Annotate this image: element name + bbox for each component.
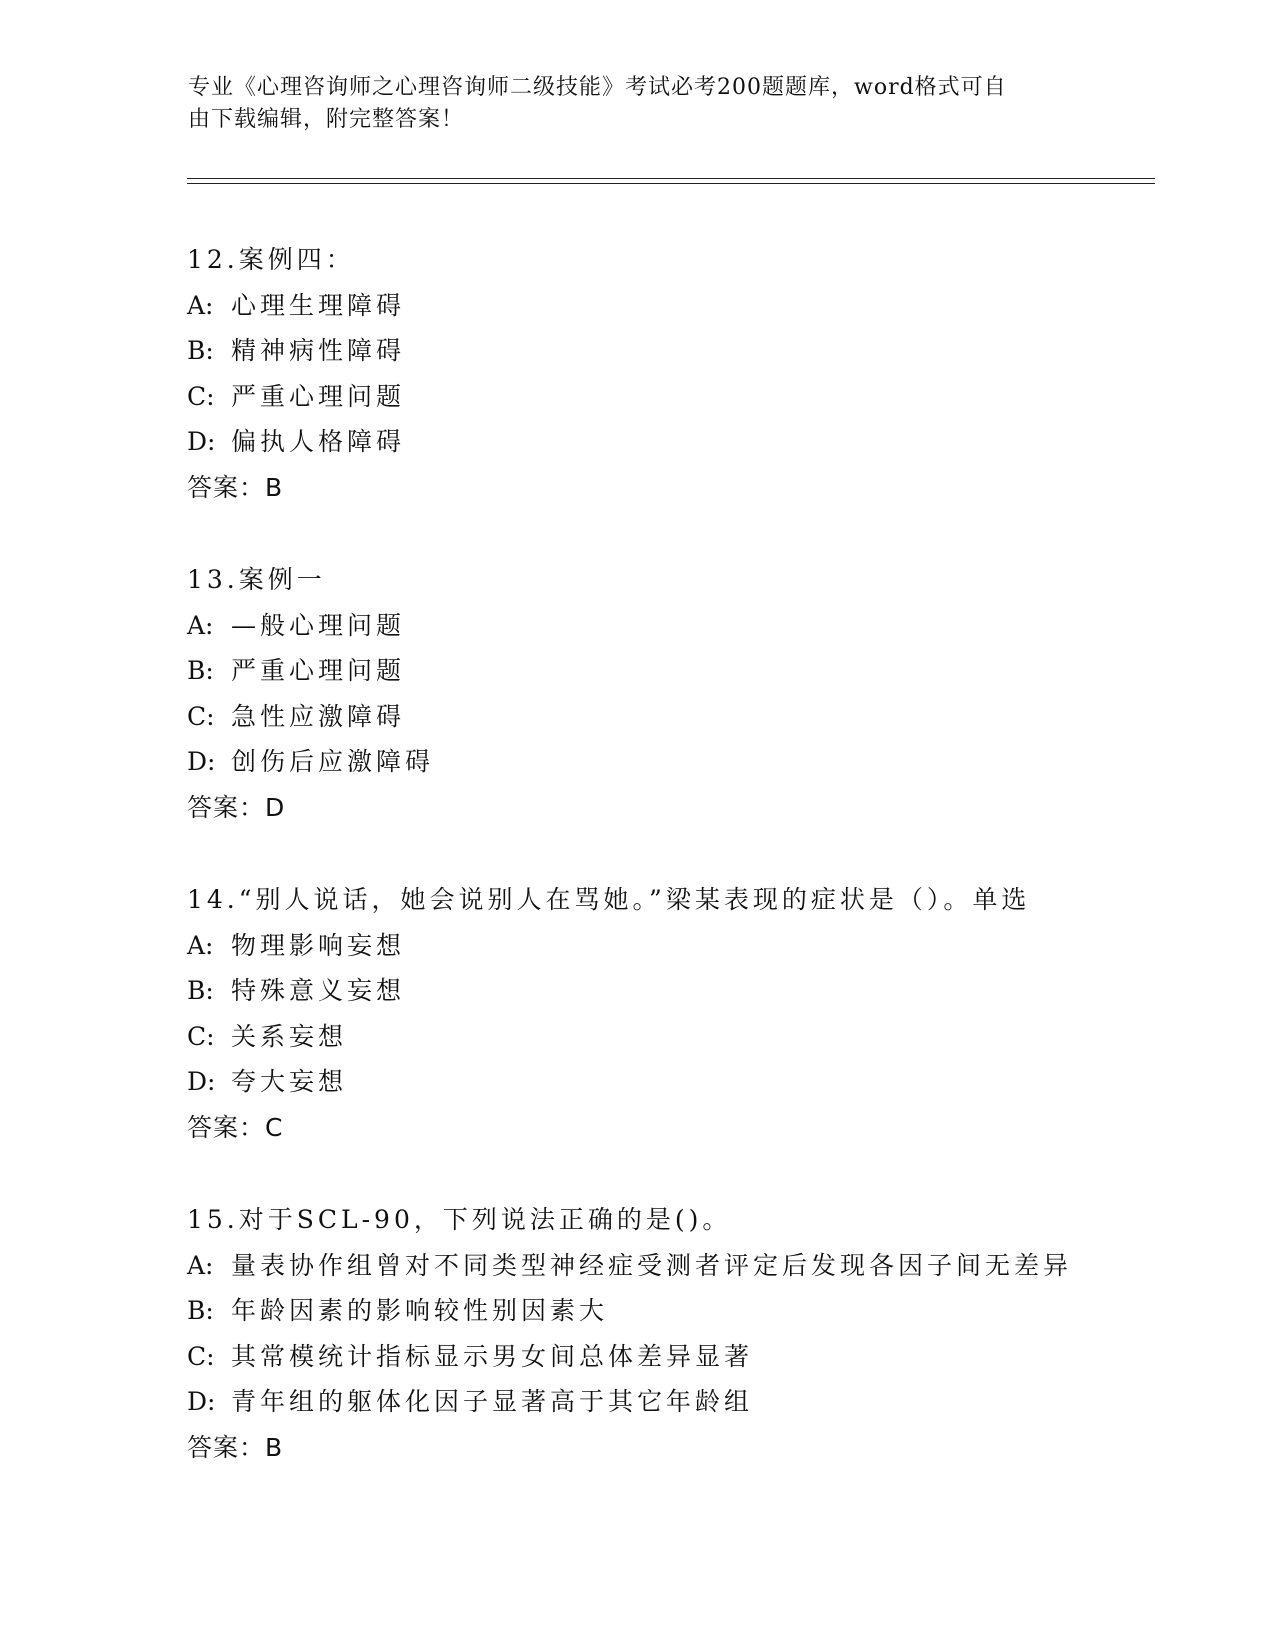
- option-letter: A:: [187, 930, 214, 960]
- option-a: [187, 923, 1187, 969]
- option-letter: D:: [187, 747, 216, 776]
- option-c: [187, 1334, 1187, 1380]
- option-text: 青年组的躯体化因子显著高于其它年龄组: [231, 1387, 754, 1416]
- answer-line: 答案：B: [187, 472, 284, 502]
- option-b: [187, 1288, 1187, 1334]
- question-stem: 15.对于SCL-90，下列说法正确的是()。: [187, 1205, 732, 1234]
- option-letter: C:: [187, 381, 215, 411]
- option-letter: B:: [187, 336, 214, 365]
- option-letter: D:: [187, 1387, 216, 1416]
- option-a: [187, 1243, 1187, 1289]
- option-letter: C:: [187, 1021, 215, 1051]
- question-block: [187, 557, 1187, 830]
- question-block: [187, 877, 1187, 1150]
- option-letter: B:: [187, 1296, 214, 1325]
- option-letter: B:: [187, 656, 214, 685]
- option-text: 其常模统计指标显示男女间总体差异显著: [231, 1341, 754, 1371]
- option-letter: A:: [187, 1250, 214, 1280]
- option-a: [187, 603, 1187, 649]
- document-header: [188, 72, 1088, 136]
- option-text: 关系妄想: [231, 1021, 348, 1051]
- option-d: [187, 1379, 1187, 1425]
- option-letter: D:: [187, 1067, 216, 1096]
- option-c: [187, 374, 1187, 420]
- option-letter: C:: [187, 1341, 215, 1371]
- option-text: 偏执人格障碍: [231, 427, 406, 456]
- option-b: [187, 648, 1187, 694]
- option-letter: C:: [187, 701, 215, 731]
- header-double-rule: [187, 178, 1155, 184]
- header-line-1: 专业《心理咨询师之心理咨询师二级技能》考试必考200题题库，word格式可自: [188, 75, 1007, 100]
- option-b: [187, 968, 1187, 1014]
- answer-line: 答案：C: [187, 1112, 284, 1142]
- answer-line: 答案：B: [187, 1432, 284, 1462]
- option-text: 急性应激障碍: [231, 701, 406, 731]
- option-text: 创伤后应激障碍: [231, 747, 435, 776]
- option-text: 特殊意义妄想: [231, 976, 406, 1005]
- question-block: [187, 1197, 1187, 1470]
- question-stem: 14.“别人说话，她会说别人在骂她。”梁某表现的症状是（）。单选: [187, 885, 1031, 914]
- option-c: [187, 694, 1187, 740]
- option-b: [187, 328, 1187, 374]
- question-block: [187, 237, 1187, 510]
- option-d: [187, 419, 1187, 465]
- question-stem: 12.案例四：: [187, 245, 355, 274]
- option-letter: A:: [187, 290, 214, 320]
- answer-line: 答案：D: [187, 792, 286, 822]
- option-d: [187, 739, 1187, 785]
- option-text: —般心理问题: [231, 610, 406, 640]
- option-letter: B:: [187, 976, 214, 1005]
- option-letter: A:: [187, 610, 214, 640]
- option-c: [187, 1014, 1187, 1060]
- option-text: 量表协作组曾对不同类型神经症受测者评定后发现各因子间无差异: [231, 1250, 1073, 1280]
- header-line-2: 由下载编辑，附完整答案！: [188, 107, 465, 132]
- option-text: 夸大妄想: [231, 1067, 348, 1096]
- option-text: 心理生理障碍: [231, 290, 406, 320]
- option-text: 精神病性障碍: [231, 336, 406, 365]
- option-letter: D:: [187, 427, 216, 456]
- option-d: [187, 1059, 1187, 1105]
- option-a: [187, 283, 1187, 329]
- option-text: 严重心理问题: [231, 381, 406, 411]
- option-text: 严重心理问题: [231, 656, 406, 685]
- option-text: 物理影响妄想: [231, 930, 406, 960]
- question-stem: 13.案例一: [187, 565, 326, 594]
- option-text: 年龄因素的影响较性别因素大: [231, 1296, 609, 1325]
